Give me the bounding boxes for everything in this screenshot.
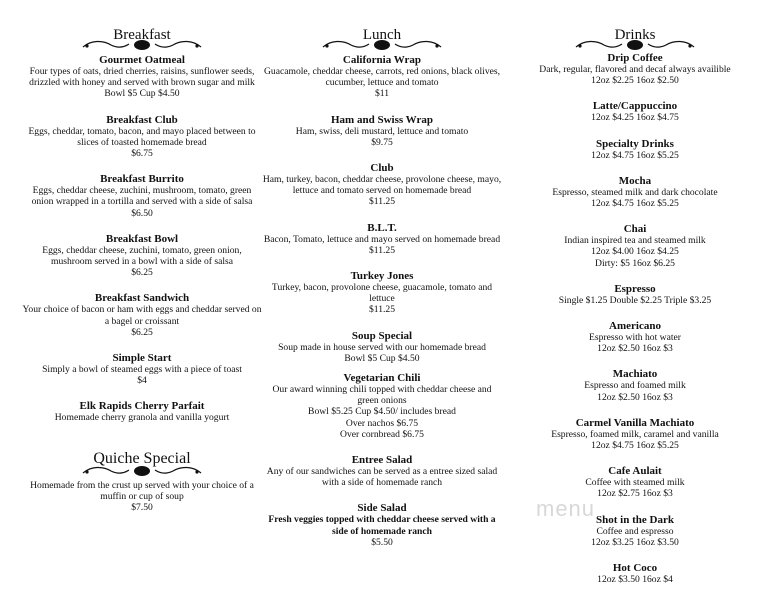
item-description: Soup made in house served with our homemade bread (278, 341, 486, 353)
item-name: Latte/Cappuccino (592, 100, 678, 113)
item-price-option: Over cornbread $6.75 (340, 428, 424, 440)
item-description: Homemade cherry granola and vanilla yogurt (54, 412, 230, 424)
menu-item (525, 465, 745, 499)
menu-item (22, 400, 262, 423)
menu-item (22, 233, 262, 279)
item-name: Specialty Drinks (596, 137, 674, 150)
menu-item (262, 222, 502, 256)
item-price: $7.50 (131, 502, 153, 514)
menu-item (262, 372, 502, 440)
menu-item (525, 100, 745, 123)
menu-item (262, 162, 502, 208)
item-price: 12oz $4.00 16oz $4.25 (591, 246, 679, 258)
menu-item (525, 562, 745, 585)
item-price: $6.25 (131, 326, 153, 338)
menu-item (262, 270, 502, 316)
item-description: Coffee and espresso (596, 525, 674, 537)
item-description: Espresso with hot water (589, 332, 681, 344)
item-description: Homemade from the crust up served with your choice of a muffin or cup of soup (30, 479, 254, 502)
item-name: Breakfast Burrito (100, 173, 184, 186)
breakfast-title: Breakfast (113, 27, 171, 43)
menu-item (22, 292, 262, 338)
breakfast-column (22, 26, 262, 513)
item-description: Ham, swiss, deli mustard, lettuce and tomato (295, 125, 469, 137)
item-name: Simple Start (112, 352, 172, 365)
menu-item (262, 502, 502, 548)
item-price-option: Dirty: $5 16oz $6.25 (595, 257, 675, 269)
item-name: Chai (623, 223, 647, 236)
menu-item (22, 54, 262, 100)
item-name: Carmel Vanilla Machiato (575, 416, 695, 429)
item-description: Four types of oats, dried cherries, raisins, sunflower seeds, drizzled with honey and served with brown sugar and milk (29, 66, 255, 89)
item-price: $6.50 (131, 207, 153, 219)
item-price: 12oz $4.25 16oz $4.75 (591, 112, 679, 124)
lunch-header (262, 26, 502, 54)
menu-item (525, 417, 745, 451)
item-price: Bowl $5 Cup $4.50 (344, 352, 420, 364)
item-price: 12oz $4.75 16oz $5.25 (591, 198, 679, 210)
item-description: Dark, regular, flavored and decaf always availible (539, 64, 731, 75)
item-price: 12oz $2.50 16oz $3 (597, 391, 673, 403)
item-description: Fresh veggies topped with cheddar cheese served with a side of homemade ranch (268, 514, 496, 537)
item-name: Drip Coffee (607, 52, 663, 64)
menu-item (262, 330, 502, 364)
menu-item (525, 368, 745, 402)
menu-item (525, 138, 745, 161)
menu-item (262, 454, 502, 488)
item-description: Our award winning chili topped with cheddar cheese and green onions (272, 384, 492, 407)
item-description: Ham, turkey, bacon, cheddar cheese, provolone cheese, mayo, lettuce and tomato served on homemade bread (262, 174, 502, 197)
item-name: B.L.T. (367, 221, 397, 234)
item-price: Single $1.25 Double $2.25 Triple $3.25 (558, 294, 712, 306)
item-description: Your choice of bacon or ham with eggs and cheddar served on a bagel or croissant (22, 304, 262, 327)
item-price: 12oz $4.75 16oz $5.25 (591, 440, 679, 452)
breakfast-header (22, 26, 262, 54)
item-price: 12oz $3.50 16oz $4 (597, 574, 673, 586)
item-name: Club (370, 162, 394, 175)
item-price: $6.25 (131, 267, 153, 279)
menu-item (525, 223, 745, 269)
item-price: 12oz $2.75 16oz $3 (597, 488, 673, 500)
item-name: Soup Special (351, 329, 413, 342)
item-price: Bowl $5.25 Cup $4.50/ includes bread (308, 406, 456, 418)
item-price: 12oz $2.25 16oz $2.50 (591, 75, 679, 87)
item-price: $6.75 (131, 148, 153, 160)
menu-item (262, 54, 502, 100)
item-description: Coffee with steamed milk (585, 477, 685, 489)
item-name: Cafe Aulait (608, 465, 662, 478)
drinks-title: Drinks (614, 27, 656, 43)
menu-item (525, 175, 745, 209)
item-description: Espresso and foamed milk (584, 380, 686, 392)
item-price: $11 (374, 88, 390, 100)
menu-item (22, 173, 262, 219)
drinks-header (525, 26, 745, 54)
item-price: 12oz $4.75 16oz $5.25 (591, 149, 679, 161)
item-description: Espresso, steamed milk and dark chocolate (552, 186, 718, 198)
item-price: 12oz $2.50 16oz $3 (597, 343, 673, 355)
menu-item (525, 320, 745, 354)
item-name: Side Salad (357, 502, 407, 515)
item-name: Elk Rapids Cherry Parfait (79, 400, 205, 413)
lunch-column (262, 26, 502, 548)
quiche-item (22, 480, 262, 514)
item-description: Eggs, cheddar cheese, zuchini, tomato, green onion, mushroom served in a bowl with a side of salsa (42, 244, 242, 268)
item-name: Gourmet Oatmeal (99, 54, 185, 66)
item-price: $11.25 (368, 196, 396, 208)
item-price: 12oz $3.25 16oz $3.50 (591, 536, 679, 548)
quiche-header (22, 450, 262, 480)
menu-item (525, 283, 745, 306)
item-name: Mocha (618, 174, 652, 187)
item-name: Vegetarian Chili (343, 372, 421, 385)
lunch-title: Lunch (362, 27, 402, 43)
item-description: Indian inspired tea and steamed milk (564, 235, 706, 247)
item-name: Ham and Swiss Wrap (331, 113, 433, 126)
item-description: Guacamole, cheddar cheese, carrots, red onions, black olives, cucumber, lettuce and tomato (263, 66, 501, 89)
item-description: Bacon, Tomato, lettuce and mayo served on homemade bread (263, 233, 501, 245)
item-name: Americano (609, 320, 661, 333)
item-name: Breakfast Bowl (105, 232, 179, 245)
item-name: Entree Salad (351, 454, 413, 467)
item-description: Eggs, cheddar cheese, zuchini, mushroom, tomato, green onion wrapped in a tortilla and served with a side of salsa (31, 185, 253, 208)
item-description: Eggs, cheddar, tomato, bacon, and mayo placed between to slices of toasted homemade bread (28, 125, 256, 148)
item-description: Simply a bowl of steamed eggs with a piece of toast (42, 364, 242, 376)
item-name: Turkey Jones (350, 270, 414, 283)
watermark-text: menu (536, 496, 596, 521)
menu-item (525, 52, 745, 86)
item-name: Breakfast Club (106, 113, 178, 126)
item-name: Machiato (612, 368, 658, 381)
item-price: $11.25 (368, 304, 396, 316)
item-name: Hot Coco (612, 562, 658, 575)
item-price-option: Over nachos $6.75 (345, 417, 419, 429)
item-price: Bowl $5 Cup $4.50 (104, 88, 180, 100)
menu-item (22, 352, 262, 386)
item-price: $9.75 (371, 136, 393, 148)
item-name: Espresso (614, 282, 656, 295)
item-name: Breakfast Sandwich (94, 292, 190, 305)
item-name: Shot in the Dark (596, 513, 674, 526)
item-name: California Wrap (342, 54, 422, 66)
item-description: Any of our sandwiches can be served as a entree sized salad with a side of homemade ranch (266, 466, 498, 489)
item-price: $11.25 (368, 244, 396, 256)
item-description: Espresso, foamed milk, caramel and vanilla (551, 428, 719, 440)
item-description: Turkey, bacon, provolone cheese, guacamole, tomato and lettuce (271, 282, 493, 305)
quiche-title: Quiche Special (93, 449, 191, 467)
menu-item (22, 114, 262, 160)
item-price: $5.50 (371, 536, 393, 548)
menu-item (262, 114, 502, 148)
item-price: $4 (137, 375, 147, 387)
